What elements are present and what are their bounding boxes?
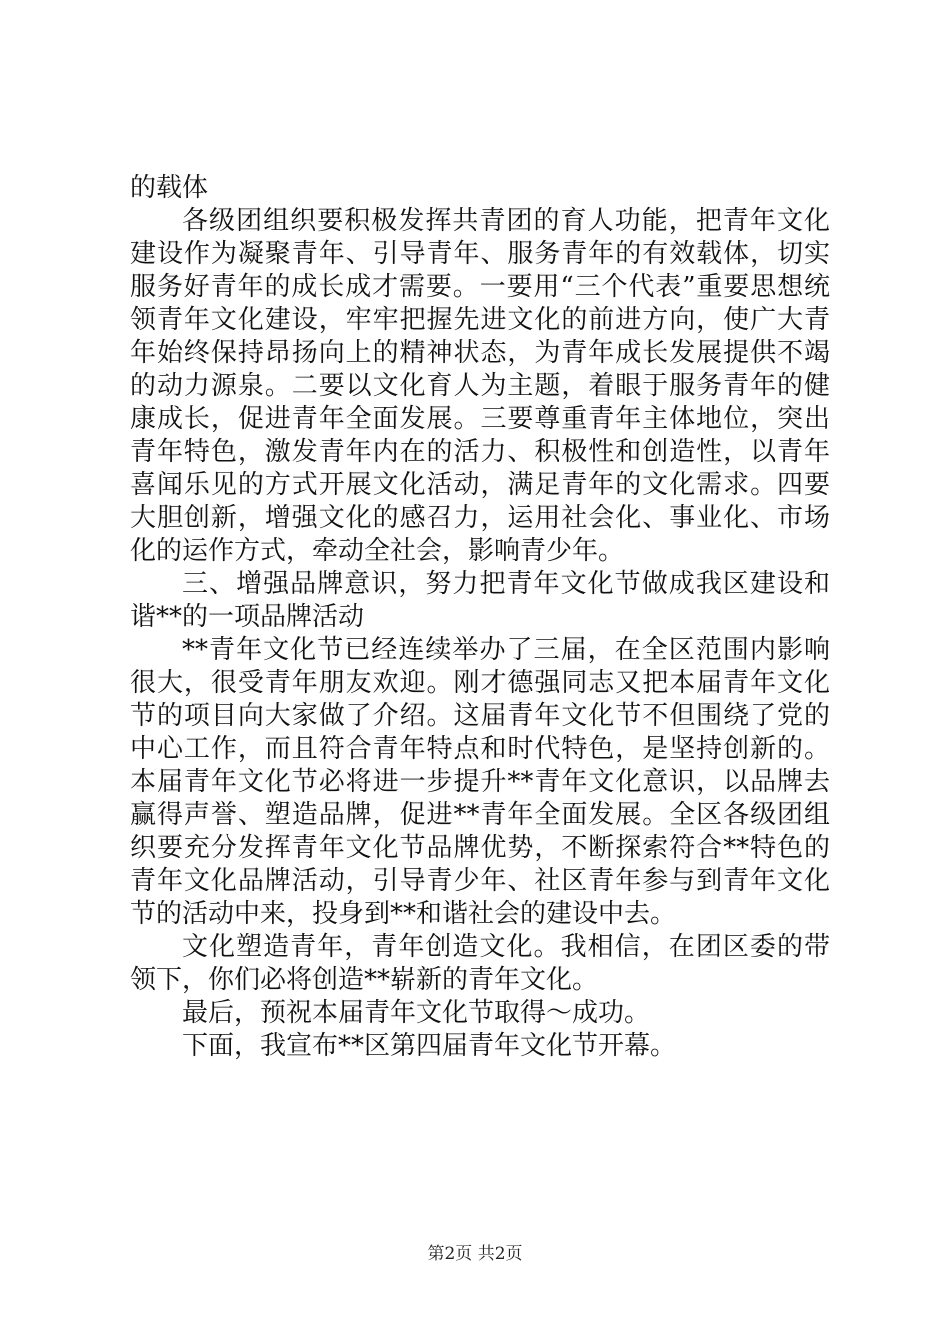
paragraph-continuation: 的载体 (130, 173, 209, 203)
paragraph-wishes: 最后，预祝本届青年文化节取得～成功。 (182, 998, 651, 1028)
paragraph-culture-shapes-youth: 文化塑造青年，青年创造文化。我相信，在团区委的带领下，你们必将创造**崭新的青年文化。 (130, 932, 830, 995)
page-footer (0, 1243, 950, 1265)
paragraph-opening-announcement: 下面，我宣布**区第四届青年文化节开幕。 (182, 1031, 677, 1061)
paragraph-culture-festival: **青年文化节已经连续举办了三届，在全区范围内影响很大，很受青年朋友欢迎。刚才德强同志又把本届青年文化节的项目向大家做了介绍。这届青年文化节不但围绕了党的中心工作，而且符合青年特点和时代特色，是坚持创新的。本届青年文化节必将进一步提升**青年文化意识，以品牌去赢得声誉、塑造品牌，促进**青年全面发展。全区各级团组织要充分发挥青年文化节品牌优势，不断探索符合**特色的青年文化品牌活动，引导青少年、社区青年参与到青年文化节的活动中来，投身到**和谐社会的建设中去。 (130, 635, 830, 929)
document-body (130, 172, 830, 1063)
paragraph-youth-culture-carrier: 各级团组织要积极发挥共青团的育人功能，把青年文化建设作为凝聚青年、引导青年、服务青年的有效载体，切实服务好青年的成长成才需要。一要用“三个代表”重要思想统领青年文化建设，牢牢把握先进文化的前进方向，使广大青年始终保持昂扬向上的精神状态，为青年成长发展提供不竭的动力源泉。二要以文化育人为主题，着眼于服务青年的健康成长，促进青年全面发展。三要尊重青年主体地位，突出青年特色，激发青年内在的活力、积极性和创造性，以青年喜闻乐见的方式开展文化活动，满足青年的文化需求。四要大胆创新，增强文化的感召力，运用社会化、事业化、市场化的运作方式，牵动全社会，影响青少年。 (130, 206, 830, 566)
section-heading-brand-awareness: 三、增强品牌意识，努力把青年文化节做成我区建设和谐**的一项品牌活动 (130, 569, 830, 632)
page-number: 第2页 共2页 (427, 1244, 523, 1264)
